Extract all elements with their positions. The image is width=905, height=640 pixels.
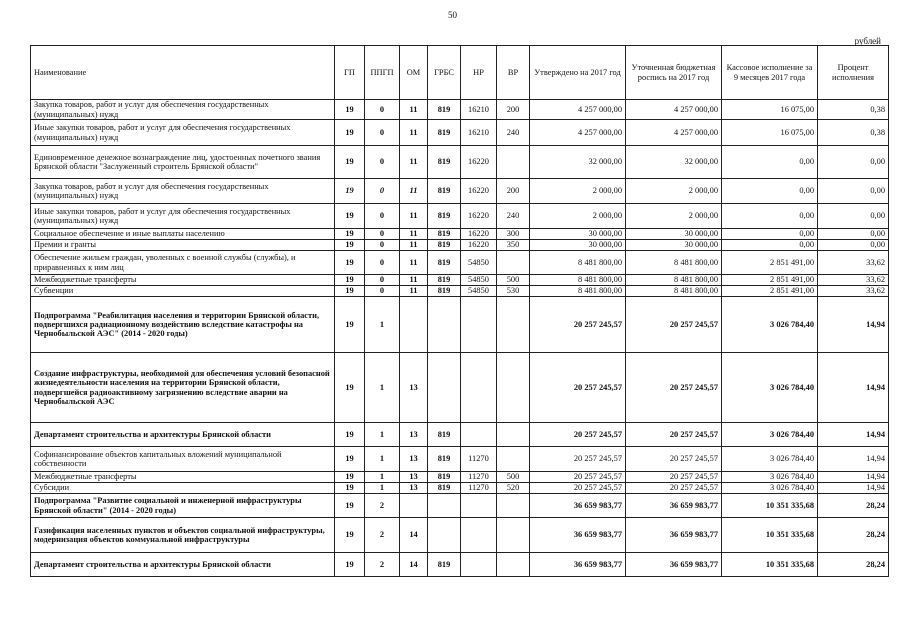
col-header-cash: Кассовое исполнение за 9 месяцев 2017 года [722,46,818,100]
cell-approved: 2 000,00 [530,179,626,204]
cell-refined: 4 257 000,00 [626,100,722,120]
cell-refined: 4 257 000,00 [626,120,722,146]
cell-cash: 16 075,00 [722,100,818,120]
cell-gp: 19 [335,240,365,251]
table-row [31,423,889,447]
cell-refined: 20 257 245,57 [626,472,722,483]
cell-ppgp: 0 [365,275,400,286]
cell-refined: 8 481 800,00 [626,275,722,286]
cell-cash: 10 351 335,68 [722,494,818,518]
cell-vr [497,553,530,577]
cell-om: 13 [400,483,428,494]
table-row [31,229,889,240]
cell-percent: 0,00 [818,229,889,240]
cell-name: Межбюджетные трансферты [31,472,335,483]
cell-om: 11 [400,146,428,179]
cell-grbs: 819 [428,179,461,204]
page-number: 50 [448,10,457,20]
cell-vr: 240 [497,204,530,229]
cell-vr: 240 [497,120,530,146]
cell-om: 13 [400,353,428,423]
cell-name: Подпрограмма "Развитие социальной и инженерной инфраструктуры Брянской области" (2014 - 2020 годы) [31,494,335,518]
cell-vr [497,423,530,447]
cell-ppgp: 0 [365,240,400,251]
cell-grbs: 819 [428,483,461,494]
cell-gp: 19 [335,494,365,518]
cell-cash: 2 851 491,00 [722,251,818,275]
cell-refined: 8 481 800,00 [626,251,722,275]
table-row [31,447,889,472]
cell-name: Департамент строительства и архитектуры Брянской области [31,423,335,447]
cell-np [461,494,497,518]
cell-percent: 33,62 [818,286,889,297]
cell-gp: 19 [335,423,365,447]
cell-grbs [428,494,461,518]
table-row [31,494,889,518]
cell-grbs: 819 [428,146,461,179]
cell-om: 11 [400,286,428,297]
cell-approved: 4 257 000,00 [530,100,626,120]
cell-gp: 19 [335,483,365,494]
cell-grbs: 819 [428,423,461,447]
cell-name: Софинансирование объектов капитальных вложений муниципальной собственности [31,447,335,472]
cell-approved: 20 257 245,57 [530,447,626,472]
cell-approved: 4 257 000,00 [530,120,626,146]
cell-refined: 2 000,00 [626,179,722,204]
cell-refined: 30 000,00 [626,240,722,251]
cell-gp: 19 [335,553,365,577]
table-row [31,518,889,553]
col-header-grbs: ГРБС [428,46,461,100]
budget-table [30,45,889,577]
cell-np: 11270 [461,447,497,472]
cell-om: 14 [400,518,428,553]
cell-name: Закупка товаров, работ и услуг для обеспечения государственных (муниципальных) нужд [31,179,335,204]
cell-ppgp: 1 [365,353,400,423]
cell-grbs [428,353,461,423]
cell-name: Иные закупки товаров, работ и услуг для обеспечения государственных (муниципальных) нужд [31,204,335,229]
cell-name: Газификация населенных пунктов и объектов социальной инфраструктуры, модернизация объектов коммунальной инфраструктуры [31,518,335,553]
cell-ppgp: 0 [365,179,400,204]
cell-approved: 32 000,00 [530,146,626,179]
cell-vr [497,251,530,275]
cell-grbs: 819 [428,286,461,297]
cell-grbs: 819 [428,275,461,286]
cell-percent: 28,24 [818,553,889,577]
cell-cash: 10 351 335,68 [722,553,818,577]
cell-np: 16220 [461,240,497,251]
cell-name: Иные закупки товаров, работ и услуг для обеспечения государственных (муниципальных) нужд [31,120,335,146]
col-header-om: ОМ [400,46,428,100]
cell-approved: 8 481 800,00 [530,251,626,275]
cell-vr: 530 [497,286,530,297]
cell-approved: 20 257 245,57 [530,472,626,483]
cell-grbs: 819 [428,229,461,240]
cell-ppgp: 2 [365,553,400,577]
col-header-percent: Процент исполнения [818,46,889,100]
cell-om: 11 [400,240,428,251]
cell-cash: 0,00 [722,204,818,229]
cell-vr: 300 [497,229,530,240]
cell-om: 11 [400,275,428,286]
cell-om [400,494,428,518]
cell-np [461,423,497,447]
cell-gp: 19 [335,146,365,179]
cell-om: 11 [400,204,428,229]
cell-ppgp: 1 [365,297,400,353]
cell-refined: 20 257 245,57 [626,297,722,353]
cell-cash: 0,00 [722,179,818,204]
cell-percent: 14,94 [818,353,889,423]
cell-np [461,353,497,423]
cell-np: 54850 [461,251,497,275]
cell-np: 54850 [461,275,497,286]
cell-percent: 14,94 [818,423,889,447]
cell-approved: 20 257 245,57 [530,297,626,353]
cell-refined: 8 481 800,00 [626,286,722,297]
cell-gp: 19 [335,275,365,286]
col-header-name: Наименование [31,46,335,100]
cell-np [461,297,497,353]
cell-grbs: 819 [428,447,461,472]
table-row [31,179,889,204]
cell-approved: 36 659 983,77 [530,553,626,577]
cell-gp: 19 [335,297,365,353]
cell-refined: 20 257 245,57 [626,447,722,472]
cell-ppgp: 1 [365,447,400,472]
cell-refined: 32 000,00 [626,146,722,179]
cell-percent: 0,00 [818,240,889,251]
table-row [31,297,889,353]
cell-cash: 10 351 335,68 [722,518,818,553]
cell-cash: 2 851 491,00 [722,275,818,286]
cell-percent: 28,24 [818,518,889,553]
cell-cash: 3 026 784,40 [722,447,818,472]
cell-grbs: 819 [428,240,461,251]
cell-name: Социальное обеспечение и иные выплаты населению [31,229,335,240]
cell-name: Департамент строительства и архитектуры Брянской области [31,553,335,577]
cell-name: Создание инфраструктуры, необходимой для обеспечения условий безопасной жизнедеятельности населения на территории Брянской области, подвергшейся радиоактивному загрязнению вследствие аварии на Чернобыльской АЭС [31,353,335,423]
cell-approved: 20 257 245,57 [530,423,626,447]
cell-np: 11270 [461,472,497,483]
cell-grbs: 819 [428,204,461,229]
cell-grbs: 819 [428,100,461,120]
col-header-gp: ГП [335,46,365,100]
cell-np: 54850 [461,286,497,297]
cell-ppgp: 1 [365,483,400,494]
cell-grbs: 819 [428,472,461,483]
cell-ppgp: 1 [365,423,400,447]
cell-np: 16220 [461,229,497,240]
table-row [31,204,889,229]
cell-refined: 20 257 245,57 [626,483,722,494]
cell-cash: 3 026 784,40 [722,353,818,423]
cell-vr [497,146,530,179]
cell-np: 16220 [461,179,497,204]
cell-percent: 33,62 [818,251,889,275]
table-row [31,553,889,577]
cell-gp: 19 [335,447,365,472]
cell-gp: 19 [335,472,365,483]
cell-grbs: 819 [428,553,461,577]
cell-om [400,297,428,353]
units-label: рублей [854,36,881,46]
cell-ppgp: 0 [365,286,400,297]
cell-np: 16210 [461,120,497,146]
cell-percent: 0,00 [818,204,889,229]
cell-refined: 36 659 983,77 [626,494,722,518]
cell-om: 11 [400,120,428,146]
cell-ppgp: 0 [365,146,400,179]
cell-grbs: 819 [428,251,461,275]
table-row [31,146,889,179]
cell-grbs [428,518,461,553]
cell-approved: 30 000,00 [530,240,626,251]
cell-grbs [428,297,461,353]
cell-name: Закупка товаров, работ и услуг для обеспечения государственных (муниципальных) нужд [31,100,335,120]
cell-ppgp: 0 [365,120,400,146]
table-row [31,472,889,483]
cell-name: Межбюджетные трансферты [31,275,335,286]
cell-approved: 20 257 245,57 [530,353,626,423]
cell-approved: 8 481 800,00 [530,286,626,297]
cell-gp: 19 [335,229,365,240]
cell-name: Субвенции [31,286,335,297]
cell-om: 11 [400,179,428,204]
cell-approved: 30 000,00 [530,229,626,240]
cell-gp: 19 [335,120,365,146]
cell-name: Субсидии [31,483,335,494]
cell-gp: 19 [335,251,365,275]
cell-vr: 200 [497,100,530,120]
cell-vr: 500 [497,472,530,483]
cell-cash: 2 851 491,00 [722,286,818,297]
table-row [31,286,889,297]
col-header-approved: Утверждено на 2017 год [530,46,626,100]
cell-percent: 0,38 [818,120,889,146]
cell-np [461,518,497,553]
table-row [31,251,889,275]
table-row [31,483,889,494]
cell-name: Премии и гранты [31,240,335,251]
table-row [31,240,889,251]
cell-om: 11 [400,251,428,275]
table-row [31,100,889,120]
cell-np: 11270 [461,483,497,494]
cell-percent: 14,94 [818,447,889,472]
cell-vr [497,353,530,423]
cell-ppgp: 2 [365,518,400,553]
cell-gp: 19 [335,179,365,204]
cell-gp: 19 [335,353,365,423]
cell-om: 11 [400,100,428,120]
cell-percent: 0,00 [818,179,889,204]
col-header-ppgp: ППГП [365,46,400,100]
cell-om: 13 [400,447,428,472]
cell-gp: 19 [335,100,365,120]
table-row [31,275,889,286]
cell-cash: 3 026 784,40 [722,483,818,494]
cell-refined: 30 000,00 [626,229,722,240]
cell-gp: 19 [335,204,365,229]
cell-vr: 500 [497,275,530,286]
cell-refined: 2 000,00 [626,204,722,229]
cell-refined: 20 257 245,57 [626,353,722,423]
cell-approved: 36 659 983,77 [530,518,626,553]
cell-cash: 0,00 [722,229,818,240]
cell-approved: 2 000,00 [530,204,626,229]
cell-grbs: 819 [428,120,461,146]
cell-vr [497,494,530,518]
col-header-vr: ВР [497,46,530,100]
cell-percent: 28,24 [818,494,889,518]
table-body [31,100,889,577]
cell-om: 14 [400,553,428,577]
col-header-np: НР [461,46,497,100]
cell-ppgp: 0 [365,204,400,229]
cell-percent: 14,94 [818,297,889,353]
cell-om: 13 [400,423,428,447]
cell-cash: 16 075,00 [722,120,818,146]
cell-percent: 0,00 [818,146,889,179]
cell-percent: 0,38 [818,100,889,120]
cell-refined: 20 257 245,57 [626,423,722,447]
cell-percent: 14,94 [818,483,889,494]
cell-om: 11 [400,229,428,240]
cell-approved: 20 257 245,57 [530,483,626,494]
cell-gp: 19 [335,286,365,297]
table-row [31,120,889,146]
cell-ppgp: 0 [365,100,400,120]
cell-ppgp: 2 [365,494,400,518]
cell-vr [497,297,530,353]
cell-vr [497,447,530,472]
cell-vr: 200 [497,179,530,204]
cell-vr: 350 [497,240,530,251]
cell-np: 16220 [461,146,497,179]
cell-approved: 36 659 983,77 [530,494,626,518]
cell-name: Обеспечение жильем граждан, уволенных с военной службы (службы), и приравненных к ним лиц [31,251,335,275]
cell-ppgp: 1 [365,472,400,483]
cell-name: Единовременное денежное вознаграждение лиц, удостоенных почетного звания Брянской области "Заслуженный строитель Брянской области" [31,146,335,179]
cell-vr: 520 [497,483,530,494]
cell-cash: 3 026 784,40 [722,297,818,353]
cell-om: 13 [400,472,428,483]
cell-percent: 33,62 [818,275,889,286]
cell-refined: 36 659 983,77 [626,518,722,553]
table-row [31,353,889,423]
cell-percent: 14,94 [818,472,889,483]
cell-gp: 19 [335,518,365,553]
col-header-refined: Уточненная бюджетная роспись на 2017 год [626,46,722,100]
cell-np: 16210 [461,100,497,120]
cell-vr [497,518,530,553]
cell-cash: 0,00 [722,240,818,251]
cell-np: 16220 [461,204,497,229]
cell-cash: 3 026 784,40 [722,472,818,483]
cell-ppgp: 0 [365,251,400,275]
cell-name: Подпрограмма "Реабилитация населения и территории Брянской области, подвергшихся радиационному воздействию вследствие катастрофы на Чернобыльской АЭС" (2014 - 2020 годы) [31,297,335,353]
cell-refined: 36 659 983,77 [626,553,722,577]
cell-ppgp: 0 [365,229,400,240]
cell-cash: 3 026 784,40 [722,423,818,447]
cell-cash: 0,00 [722,146,818,179]
cell-np [461,553,497,577]
table-header-row [31,46,889,100]
cell-approved: 8 481 800,00 [530,275,626,286]
